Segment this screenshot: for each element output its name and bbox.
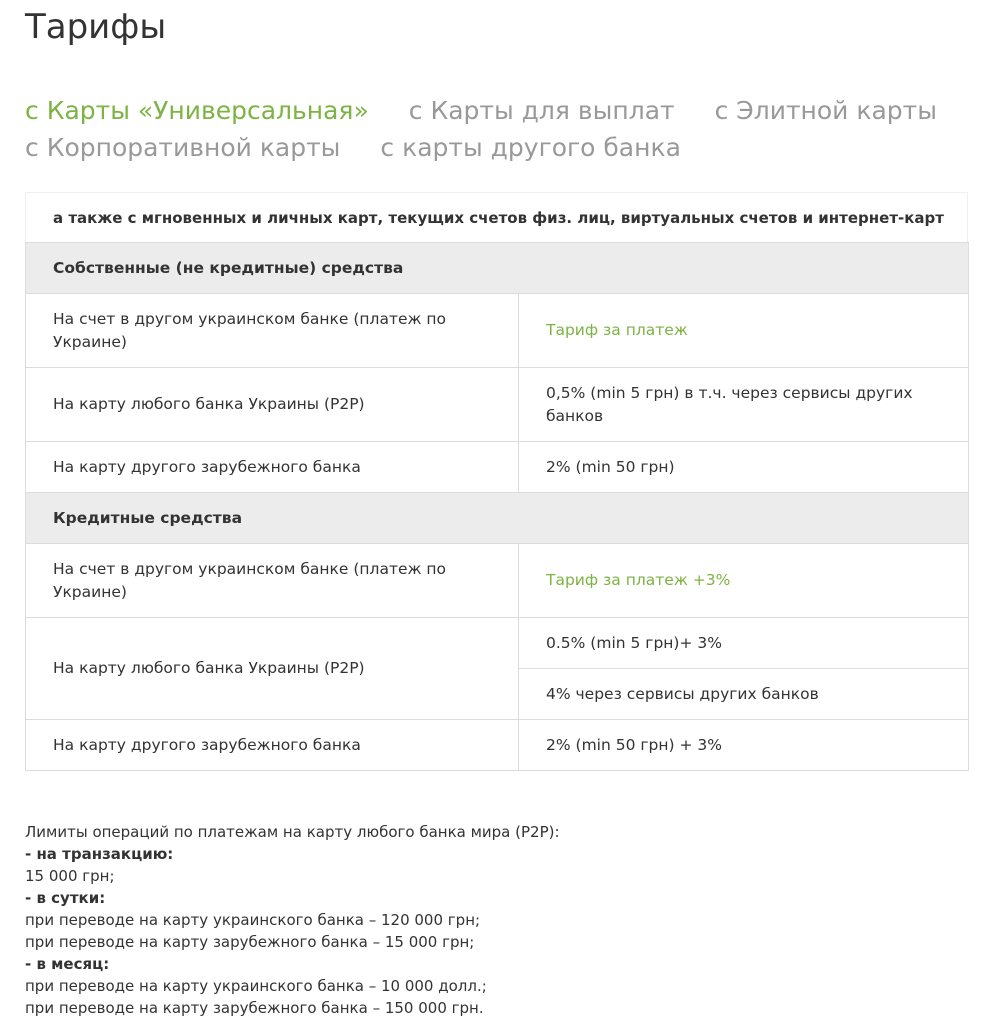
row-value: 0,5% (min 5 грн) в т.ч. через сервисы других банков <box>519 368 969 442</box>
section-header-own-funds: Собственные (не кредитные) средства <box>26 243 969 294</box>
row-value: 0.5% (min 5 грн)+ 3% <box>519 618 969 669</box>
limits-month-foreign: при переводе на карту зарубежного банка – 150 000 грн. <box>25 999 484 1017</box>
limits-day-foreign: при переводе на карту зарубежного банка – 15 000 грн; <box>25 933 475 951</box>
table-row <box>26 368 969 442</box>
table-row <box>26 544 969 618</box>
row-label: На карту любого банка Украины (P2P) <box>26 368 519 442</box>
table-row <box>26 294 969 368</box>
limits-transaction-value: 15 000 грн; <box>25 867 115 885</box>
row-value: 2% (min 50 грн) + 3% <box>519 720 969 771</box>
page-title: Тарифы <box>25 7 167 47</box>
row-label: На карту другого зарубежного банка <box>26 720 519 771</box>
tariff-link[interactable]: Тариф за платеж +3% <box>519 544 969 618</box>
limits-intro: Лимиты операций по платежам на карту любого банка мира (P2P): <box>25 823 560 841</box>
tab-corporate-card[interactable]: с Корпоративной карты <box>25 133 341 162</box>
row-value: 2% (min 50 грн) <box>519 442 969 493</box>
section-row-credit-funds <box>26 493 969 544</box>
row-value: 4% через сервисы других банков <box>519 669 969 720</box>
tab-other-bank-card[interactable]: с карты другого банка <box>380 133 681 162</box>
limits-month-label: - в месяц: <box>25 955 110 973</box>
applies-also-note: а также с мгновенных и личных карт, текущих счетов физ. лиц, виртуальных счетов и интернет-карт <box>25 192 968 242</box>
table-row <box>26 720 969 771</box>
limits-day-ua: при переводе на карту украинского банка – 120 000 грн; <box>25 911 481 929</box>
tab-elite-card[interactable]: с Элитной карты <box>714 96 937 125</box>
card-type-tabs <box>25 92 965 166</box>
section-header-credit-funds: Кредитные средства <box>26 493 969 544</box>
tariff-link[interactable]: Тариф за платеж <box>519 294 969 368</box>
row-label: На карту другого зарубежного банка <box>26 442 519 493</box>
tariffs-table <box>25 242 969 771</box>
table-row <box>26 442 969 493</box>
limits-transaction-label: - на транзакцию: <box>25 845 174 863</box>
limits-block <box>25 821 560 1019</box>
tab-payout-card[interactable]: с Карты для выплат <box>408 96 675 125</box>
limits-month-ua: при переводе на карту украинского банка – 10 000 долл.; <box>25 977 487 995</box>
row-label: На счет в другом украинском банке (платеж по Украине) <box>26 294 519 368</box>
limits-day-label: - в сутки: <box>25 889 106 907</box>
tab-universal-card[interactable]: с Карты «Универсальная» <box>25 96 369 125</box>
row-label: На карту любого банка Украины (P2P) <box>26 618 519 720</box>
section-row-own-funds <box>26 243 969 294</box>
table-row <box>26 618 969 669</box>
row-label: На счет в другом украинском банке (платеж по Украине) <box>26 544 519 618</box>
